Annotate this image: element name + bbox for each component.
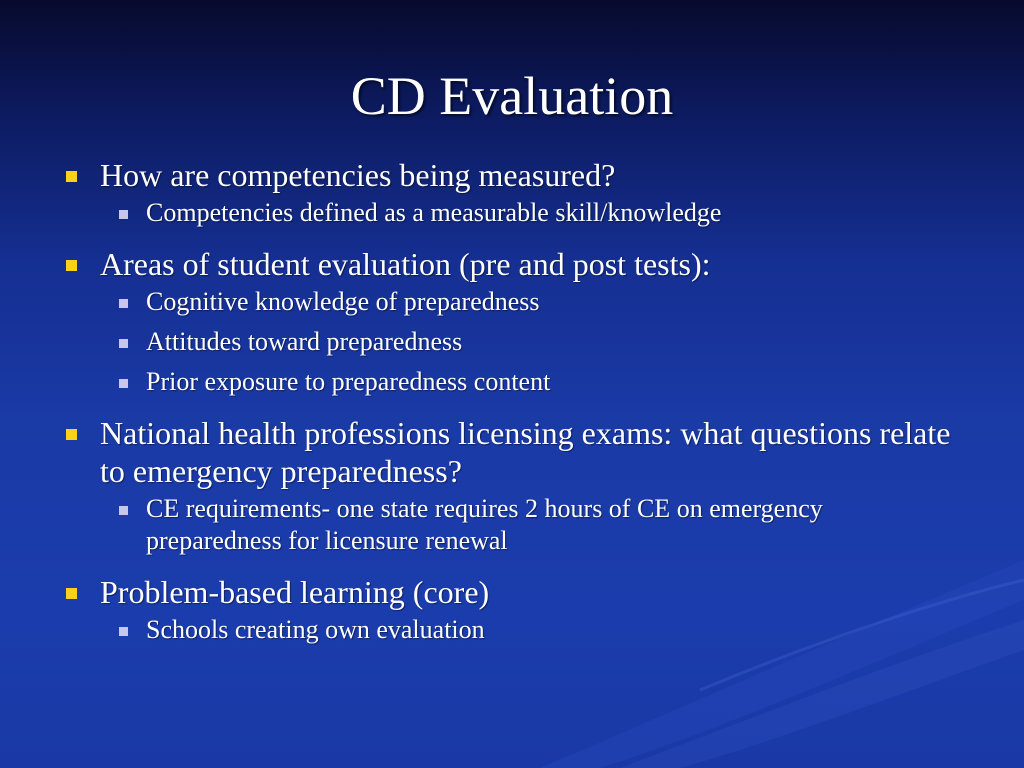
sub-bullet-item bbox=[62, 326, 962, 358]
bullet-text: Areas of student evaluation (pre and post tests): bbox=[100, 246, 711, 282]
bullet-group bbox=[62, 573, 962, 646]
square-bullet-icon bbox=[119, 379, 128, 388]
sub-bullet-text: Prior exposure to preparedness content bbox=[146, 367, 551, 396]
sub-bullet-list bbox=[62, 197, 962, 229]
bullet-text: Problem-based learning (core) bbox=[100, 574, 490, 610]
square-bullet-icon bbox=[119, 627, 128, 636]
square-bullet-icon bbox=[119, 506, 128, 515]
sub-bullet-list bbox=[62, 614, 962, 646]
sub-bullet-item bbox=[62, 493, 962, 557]
square-bullet-icon bbox=[119, 339, 128, 348]
sub-bullet-list bbox=[62, 493, 962, 557]
square-bullet-icon bbox=[66, 171, 77, 182]
sub-bullet-text: CE requirements- one state requires 2 hours of CE on emergency preparedness for licensure renewal bbox=[146, 494, 823, 555]
square-bullet-icon bbox=[119, 299, 128, 308]
square-bullet-icon bbox=[66, 260, 77, 271]
sub-bullet-item bbox=[62, 614, 962, 646]
bullet-list bbox=[62, 156, 962, 662]
square-bullet-icon bbox=[66, 429, 77, 440]
bullet-group bbox=[62, 414, 962, 557]
bullet-text: National health professions licensing exams: what questions relate to emergency preparedness? bbox=[100, 415, 951, 489]
sub-bullet-item bbox=[62, 197, 962, 229]
bullet-item bbox=[62, 414, 962, 490]
sub-bullet-item bbox=[62, 366, 962, 398]
square-bullet-icon bbox=[66, 588, 77, 599]
sub-bullet-list bbox=[62, 286, 962, 398]
bullet-group bbox=[62, 156, 962, 229]
sub-bullet-text: Competencies defined as a measurable skill/knowledge bbox=[146, 198, 722, 227]
bullet-group bbox=[62, 245, 962, 398]
bullet-item bbox=[62, 245, 962, 283]
bullet-item bbox=[62, 156, 962, 194]
sub-bullet-text: Attitudes toward preparedness bbox=[146, 327, 463, 356]
bullet-text: How are competencies being measured? bbox=[100, 157, 616, 193]
sub-bullet-text: Cognitive knowledge of preparedness bbox=[146, 287, 540, 316]
sub-bullet-item bbox=[62, 286, 962, 318]
square-bullet-icon bbox=[119, 210, 128, 219]
sub-bullet-text: Schools creating own evaluation bbox=[146, 615, 485, 644]
slide-title: CD Evaluation bbox=[350, 66, 674, 126]
bullet-item bbox=[62, 573, 962, 611]
